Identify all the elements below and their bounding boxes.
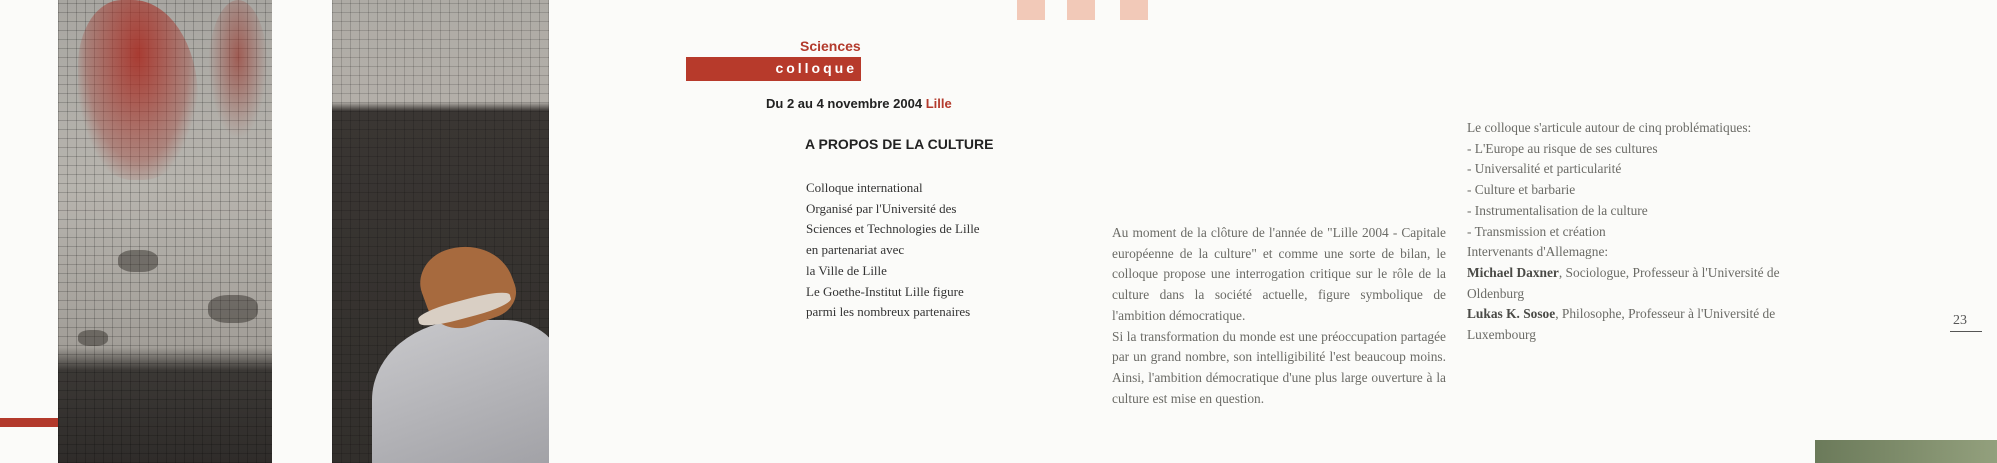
sciences-label: Sciences <box>800 38 861 54</box>
pink-square <box>1120 0 1148 20</box>
intro-paragraph: Si la transformation du monde est une préoccupation partagée par un grand nombre, son intelligibilité l'est beaucoup moins. Ainsi, l'ambition démocratique d'une plus large ouverture à la culture est mise en question. <box>1112 328 1446 406</box>
info-line: Le Goethe-Institut Lille figure <box>806 283 964 299</box>
section-title: A PROPOS DE LA CULTURE <box>805 136 994 152</box>
problematic-item: - Transmission et création <box>1467 223 1606 239</box>
info-line: la Ville de Lille <box>806 262 887 278</box>
problematics-list <box>1467 118 1807 346</box>
page-number: 23 <box>1953 313 1967 328</box>
speakers-heading: Intervenants d'Allemagne: <box>1467 244 1609 260</box>
trouser-leg <box>372 320 549 463</box>
photo-wall-left <box>58 0 272 463</box>
red-stripe-accent <box>0 418 58 427</box>
pink-square <box>1067 0 1095 20</box>
city-name: Lille <box>925 96 952 111</box>
speaker-desc: , Sociologue, Professeur à l'Université de Oldenburg <box>1467 264 1780 301</box>
problematics-heading: Le colloque s'articule autour de cinq problématiques: <box>1467 120 1752 135</box>
dark-patch <box>208 295 258 323</box>
problematic-item: - L'Europe au risque de ses cultures <box>1467 140 1658 156</box>
speaker-desc: , Philosophe, Professeur à l'Université de Luxembourg <box>1467 306 1776 343</box>
photo-floor-right <box>332 0 549 463</box>
event-info <box>806 178 980 323</box>
problematic-item: - Instrumentalisation de la culture <box>1467 202 1648 218</box>
problematic-item: - Universalité et particularité <box>1467 161 1622 177</box>
page-number-rule <box>1950 331 1982 332</box>
intro-paragraph: Au moment de la clôture de l'année de "Lille 2004 - Capitale européenne de la culture" et comme une sorte de bilan, le colloque propose une interrogation critique sur le rôle de la culture dans la société actuelle, figure symbolique de l'ambition démocratique. <box>1112 225 1446 323</box>
speaker-name: Lukas K. Sosoe <box>1467 306 1556 322</box>
info-line: en partenariat avec <box>806 242 905 258</box>
colloque-label: colloque <box>775 60 857 76</box>
problematic-item: - Culture et barbarie <box>1467 182 1576 198</box>
red-paint-smear <box>78 0 198 180</box>
colloque-banner <box>686 57 861 81</box>
info-line: Organisé par l'Université des <box>806 200 957 216</box>
red-paint-smear-small <box>208 0 268 140</box>
speaker-entry <box>1467 263 1807 304</box>
pink-square <box>1017 0 1045 20</box>
info-line: Sciences et Technologies de Lille <box>806 221 980 237</box>
dark-patch <box>118 250 158 272</box>
intro-text <box>1112 223 1446 409</box>
info-line: Colloque international <box>806 180 923 195</box>
corner-photo-fragment <box>1815 440 1997 463</box>
dark-patch <box>78 330 108 346</box>
decorative-squares <box>0 0 1997 20</box>
speaker-name: Michael Daxner <box>1467 264 1559 280</box>
speaker-entry <box>1467 304 1807 345</box>
dates-text: Du 2 au 4 novembre 2004 <box>766 96 923 111</box>
event-dates <box>766 96 952 111</box>
info-line: parmi les nombreux partenaires <box>806 304 971 320</box>
